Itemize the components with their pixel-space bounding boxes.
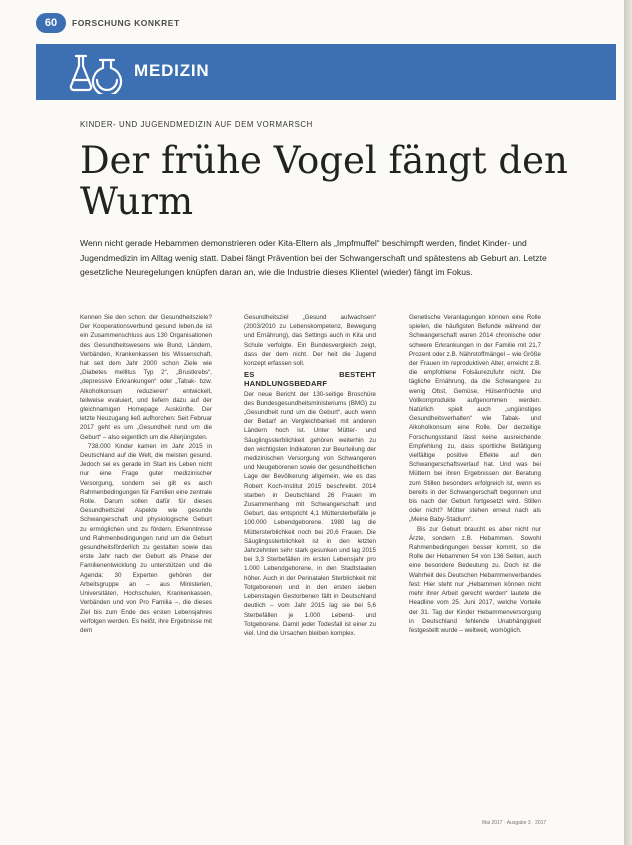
subheading: ES BESTEHT HANDLUNGSBEDARF [244,370,376,389]
page-number: 60 [36,13,66,33]
page-edge [624,0,632,845]
paragraph: Der neue Bericht der 130-seitige Broschüre des Bundesgesundheitsministeriums (BMG) zu „Gesundheit rund um die Geburt“, auch wenn der Bedarf an Vergleichbarkeit mit anderen Ländern hoch ist. Unter Mütter- und Säuglingssterblichkeit gehören weiterhin zu den wichtigsten Indikatoren zur Beurteilung der medizinischen Versorgung von Schwangeren und Neugeborenen sowie der gesundheitlichen Lage der Bevölkerung allgemein, wie es das Robert Koch-Institut 2015 beschreibt. 2014 starben in Deutschland 26 Frauen im Zusammenhang mit Schwangerschaft und Geburt, das entspricht 4,1 Müttersterbefälle je 100.000 Lebendgeborene. 1980 lag die Müttersterblichkeit noch bei 20,6 Frauen. Die Säuglingssterblichkeit ist in den letzten Jahrzehnten sehr stark gesunken und lag 2015 bei 3,3 Sterbefällen im ersten Lebensjahr pro 1.000 Lebendgeborene, in den Stadtstaaten höher. Auch in der Perinatalen Sterblichkeit mit Totgeborenen und in den ersten sieben Lebenstagen Gestorbenen fällt in Deutschland deutlich – vom Jahr 2015 lag sie bei 5,6 Sterbefällen je 1.000 Lebend- und Totgeborene. Damit jeder Todesfall ist einer zu viel. Und die Ursachen bleiben komplex. [244,390,376,637]
article-headline: Der frühe Vogel fängt den Wurm [80,139,568,223]
page-footer: Mai 2017 · Ausgabe 3 · 2017 [482,820,547,826]
paragraph: Kennen Sie den schon: der Gesundheitsziele? Der Kooperationsverbund gesund leben.de ist ein Zusammenschluss aus 130 Organisationen des Gesundheitswesens wie Bund, Ländern, Verbänden, Krankenkassen bis Wissenschaft, hat seit dem Jahr 2000 schon Ziele wie „Diabetes mellitus Typ 2“, „Brustkrebs“, „depressive Erkrankungen“ oder „Tabak- bzw. Alkoholkonsum reduzieren“ entwickelt, teilweise evaluiert, und liefern dazu auf der gleichnamigen Homepage Auskünfte. Der letzte Neuzugang ließ aufhorchen: Seit Februar 2017 geht es um „Gesundheit rund um die Geburt“ – also eigentlich um die Allerjüngsten. [80,314,212,441]
page-header [36,12,180,34]
paragraph: Genetische Veranlagungen können eine Rolle spielen, die häufigsten Befunde während der Schwangerschaft waren 2014 chronische oder schwere Erkrankungen in der Familie mit 21,7 Prozent oder z.B. Nährstoffmängel – wie Größe der Frauen im reproduktiven Alter, erreicht z.B. die empfohlene Folsäurezufuhr nicht. Die tägliche Ernährung, da die Schwangere zu wenig Obst, Gemüse, Hülsenfrüchte und Vollkornprodukte aufgenommen werden. Natürlich spielt auch „ungünstiges Gesundheitsverhalten“ wie Tabak- und Alkoholkonsum eine Rolle. Der derzeitige Forschungsstand lässt keine ausreichende Empfehlung zu, dass sportliche Betätigung vielfältige positive Effekte auf den Schwangerschaftsverlauf hat. Und was bei Müttern bei ihren Ergebnissen der Beratung zum Stillen besonders erfolgreich ist, wenn es bereits in der Schwangerschaft begonnen und bis nach der Geburt fortgesetzt wird. Stillen oder nicht? Mütter stehen erneut nach als „Meine Baby-Stadium“. [409,314,541,524]
article-lead: Wenn nicht gerade Hebammen demonstrieren oder Kita-Eltern als „Impfmuffel“ beschimpft werden, findet Kinder- und Jugendmedizin im Alltag wenig statt. Dabei fängt Prävention bei der Schwangerschaft und spätestens ab Geburt an. Letzte gesetzliche Neuregelungen knüpfen daran an, wie die Industrie dieses Klientel (wieder) fängt im Fokus. [80,238,547,277]
paragraph: 738.000 Kinder kamen im Jahr 2015 in Deutschland auf die Welt, die meisten gesund. Jedoch sei es gerade im Start ins Leben nicht nur eine Frage guter medizinischer Versorgung, sondern sei gilt es auch Rahmenbedingungen für Familien eine zentrale Rolle. Darum sollen dafür für dieses Gesundheitsziel Aspekte wie gesunde Schwangerschaft und physiologische Geburt zu ermöglichen und zu fördern. Erkenntnisse und Rahmenbedingungen rund um die Geburt gesundheitsförderlich zu gestalten sowie das erste Jahr nach der Geburt als Phase der Familienentwicklung zu unterstützen und die Agenda: 30 Experten gehören der Arbeitsgruppe an – aus Ministerien, Universitäten, Hochschulen, Krankenkassen, Verbänden und von Pro Familia –, die dieses Ziel bis zum Ende des ersten Lebensjahres verfolgen werden. Es heißt, ihre Ergebnisse mit dem [80,442,212,634]
section-banner [36,44,616,100]
paragraph: Gesundheitsziel „Gesund aufwachsen“ (2003/2010 zu Lebenskompetenz, Bewegung und Ernährung), das Settings auch in Kita und Schule verfolgte. Ein Bundesvergleich zeigt, dass der dem nicht. Der heit die Jugend konzept erfassen soll. [244,314,376,368]
text-column-3 [409,313,541,635]
flask-icon [66,50,126,94]
banner-title: MEDIZIN [134,61,210,80]
text-column-1 [80,313,212,635]
text-column-2 [244,313,376,638]
section-label: FORSCHUNG KONKRET [72,18,180,28]
paragraph: Bis zur Geburt braucht es aber nicht nur Ärzte, sondern z.B. Hebammen. Sowohl Rahmenbedingungen besser kommt, so die Rolle der Hebammen 54 von 136 Seiten, auch eine besondere Bedeutung zu. Doch ist die Wahrheit des Deutschen Hebammenverbandes fest: Hier steht nur „Hebammen können nicht mehr ihrer Arbeit gerecht werden“ lautete die Headline vom 25. Juni 2017, welche Vorteile der 31. Tag der Kinder Hebammenversorgung in Deutschland fehlende Unabhängigkeit festgestellt wurde – weltweit, womöglich. [409,525,541,634]
article-kicker: KINDER- UND JUGENDMEDIZIN AUF DEM VORMARSCH [80,120,313,129]
